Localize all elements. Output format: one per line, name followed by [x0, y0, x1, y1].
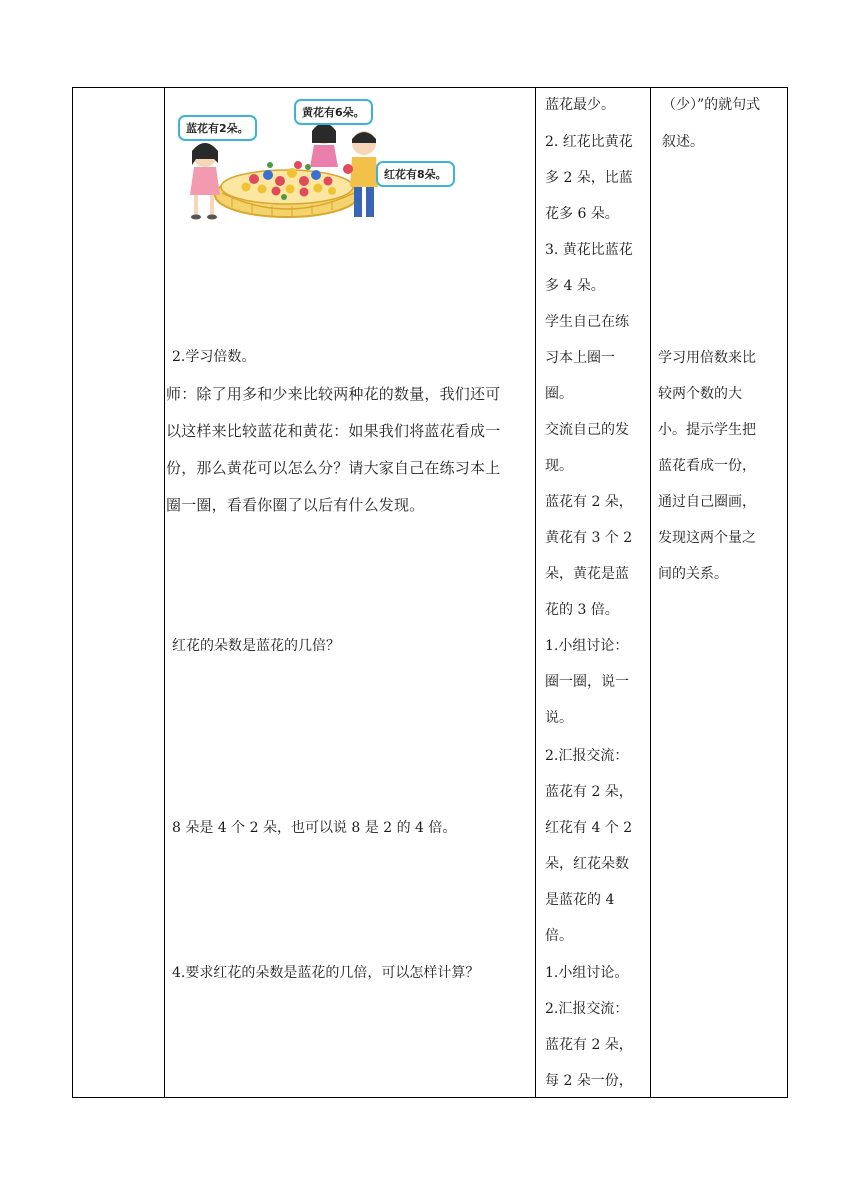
- column-divider: [535, 88, 536, 1097]
- student-line: 多 4 朵。: [545, 278, 605, 294]
- flower-basket-illustration: [172, 95, 462, 230]
- student-line: 2.汇报交流：: [545, 748, 629, 764]
- student-line: 现。: [545, 458, 573, 474]
- student-line: 交流自己的发: [545, 422, 629, 438]
- student-line: 圈一圈，说一: [545, 674, 629, 690]
- section-heading-how-to-calc: 4.要求红花的朵数是蓝花的几倍，可以怎样计算？: [172, 965, 480, 981]
- lesson-plan-table: [72, 87, 788, 1098]
- scanned-text-line: 圈一圈，看看你圈了以后有什么发现。: [166, 496, 425, 514]
- student-line: 花的 3 倍。: [545, 602, 619, 618]
- student-line: 朵，红花朵数: [545, 856, 629, 872]
- student-line: 蓝花有 2 朵，: [545, 784, 633, 800]
- intent-line: 发现这两个量之: [658, 530, 756, 546]
- student-line: 学生自己在练: [545, 314, 629, 330]
- student-line: 习本上圈一: [545, 350, 615, 366]
- student-line: 1.小组讨论：: [545, 638, 629, 654]
- student-line: 蓝花有 2 朵，: [545, 1037, 633, 1053]
- student-line: 黄花有 3 个 2: [545, 530, 633, 546]
- intent-line: 蓝花看成一份，: [658, 458, 756, 474]
- scanned-text-line: 份，那么黄花可以怎么分？请大家自己在练习本上: [166, 459, 501, 477]
- callout-yellow-flowers: 黄花有6朵。: [294, 99, 373, 125]
- student-line: 朵，黄花是蓝: [545, 566, 629, 582]
- student-line: 说。: [545, 710, 573, 726]
- callout-red-flowers: 红花有8朵。: [376, 161, 455, 187]
- intent-line: 叙述。: [662, 134, 704, 150]
- answer-eight-is-four-times: 8 朵是 4 个 2 朵，也可以说 8 是 2 的 4 倍。: [172, 820, 457, 836]
- intent-line: 通过自己圈画，: [658, 494, 756, 510]
- student-line: 1.小组讨论。: [545, 965, 629, 981]
- student-line: 倍。: [545, 928, 573, 944]
- student-line: 3. 黄花比蓝花: [545, 242, 633, 258]
- intent-line: 较两个数的大: [658, 386, 742, 402]
- intent-line: （少）”的就句式: [662, 97, 761, 113]
- student-line: 是蓝花的 4: [545, 892, 615, 908]
- student-line: 2. 红花比黄花: [545, 134, 633, 150]
- student-line: 花多 6 朵。: [545, 206, 619, 222]
- intent-line: 学习用倍数来比: [658, 350, 756, 366]
- scanned-text-line: 以这样来比较蓝花和黄花：如果我们将蓝花看成一: [166, 422, 501, 440]
- student-line: 多 2 朵，比蓝: [545, 170, 633, 186]
- student-line: 蓝花有 2 朵，: [545, 494, 633, 510]
- scanned-text-line: 师：除了用多和少来比较两种花的数量，我们还可: [166, 385, 501, 403]
- question-red-flowers: 红花的朵数是蓝花的几倍？: [172, 638, 340, 654]
- callout-blue-flowers: 蓝花有2朵。: [178, 115, 257, 141]
- student-line: 蓝花最少。: [545, 97, 615, 113]
- column-divider: [650, 88, 651, 1097]
- section-heading-learn-multiples: 2.学习倍数。: [172, 349, 256, 365]
- student-line: 2.汇报交流：: [545, 1001, 629, 1017]
- column-divider: [164, 88, 165, 1097]
- student-line: 每 2 朵一份，: [545, 1073, 633, 1089]
- intent-line: 间的关系。: [658, 566, 728, 582]
- student-line: 圈。: [545, 386, 573, 402]
- intent-line: 小。提示学生把: [658, 422, 756, 438]
- student-line: 红花有 4 个 2: [545, 820, 633, 836]
